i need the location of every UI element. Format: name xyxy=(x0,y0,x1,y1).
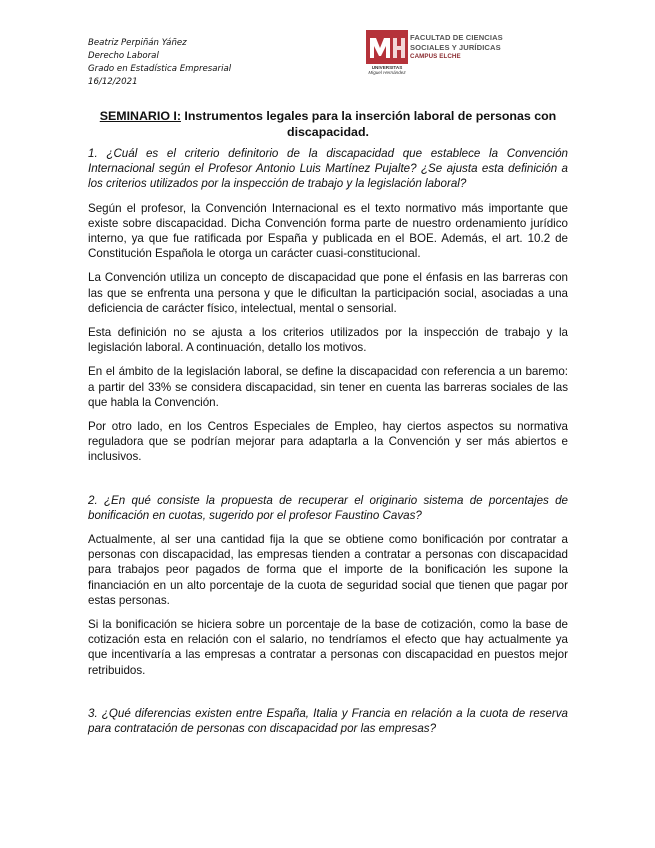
university-logo-icon xyxy=(366,30,408,66)
faculty-logo xyxy=(366,30,516,78)
degree-name: Grado en Estadística Empresarial xyxy=(88,64,232,74)
answer-paragraph: La Convención utiliza un concepto de discapacidad que pone el énfasis en las barreras con las que se enfrenta una persona y que le dificultan la participación social, asociadas a una deficiencia de carácter físico, intelectual, mental o sensorial. xyxy=(88,271,568,315)
title-text: Instrumentos legales para la inserción laboral de personas con discapacidad. xyxy=(180,109,557,139)
answer-paragraph: Según el profesor, la Convención Internacional es el texto normativo más importante que existe sobre discapacidad. Dicha Convención forma parte de nuestro ordenamiento jurídico interno, ya que fue ratificada por España y publicada en el BOE. Además, el art. 10.2 de Constitución Española le otorga un carácter cuasi-constitucional. xyxy=(88,201,568,261)
document-date: 16/12/2021 xyxy=(88,77,138,87)
answer-paragraph: Por otro lado, en los Centros Especiales de Empleo, hay ciertos aspectos su normativa reguladora que se podrían mejorar para adaptarla a la Convención y ser más abiertos e inclusivos. xyxy=(88,420,568,464)
question-1: 1. ¿Cuál es el criterio definitorio de la discapacidad que establece la Convención Internacional según el Profesor Antonio Luis Martínez Pujalte? ¿Se ajusta esta definición a los criterios utilizados por la inspección de trabajo y la legislación laboral? xyxy=(88,147,568,191)
answer-paragraph: Si la bonificación se hiciera sobre un porcentaje de la base de cotización, como la base de cotización esta en relación con el salario, no tendríamos el efecto que hay actualmente ya que incentivaría a las empresas a contratar a personas con discapacidad en puestos mejor retribuidos. xyxy=(88,618,568,677)
answer-paragraph: Actualmente, al ser una cantidad fija la que se obtiene como bonificación por contratar a personas con discapacidad, las empresas tienden a contratar a personas con discapacidad para trabajos peor pagados de forma que el importe de la bonificación les supone la financiación en un alto porcentaje de la cuota de seguridad social que tienen que pagar por estas personas. xyxy=(88,533,568,607)
document-title xyxy=(88,108,568,140)
question-3: 3. ¿Qué diferencias existen entre España, Italia y Francia en relación a la cuota de reserva para contratación de personas con discapacidad por las empresas? xyxy=(88,706,568,736)
document-body xyxy=(88,146,568,745)
answer-paragraph: Esta definición no se ajusta a los criterios utilizados por la inspección de trabajo y la legislación laboral. A continuación, detallo los motivos. xyxy=(88,326,568,355)
section-gap xyxy=(88,687,568,706)
section-gap xyxy=(88,474,568,493)
header-meta xyxy=(88,37,231,89)
title-prefix: SEMINARIO I: xyxy=(99,109,181,123)
question-2: 2. ¿En qué consiste la propuesta de recuperar el originario sistema de porcentajes de bonificación en cuotas, sugerido por el profesor Faustino Cavas? xyxy=(88,493,568,522)
university-name: UNIVERSITAS Miguel Hernández xyxy=(368,65,406,75)
faculty-name: FACULTAD DE CIENCIAS SOCIALES Y JURÍDICAS CAMPUS ELCHE xyxy=(410,33,503,60)
subject-name: Derecho Laboral xyxy=(88,51,159,61)
author-name: Beatriz Perpiñán Yáñez xyxy=(88,38,187,48)
answer-paragraph: En el ámbito de la legislación laboral, se define la discapacidad con referencia a un baremo: a partir del 33% se considera discapacidad, sin tener en cuenta las barreras sociales de las que habla la Convención. xyxy=(88,365,568,409)
